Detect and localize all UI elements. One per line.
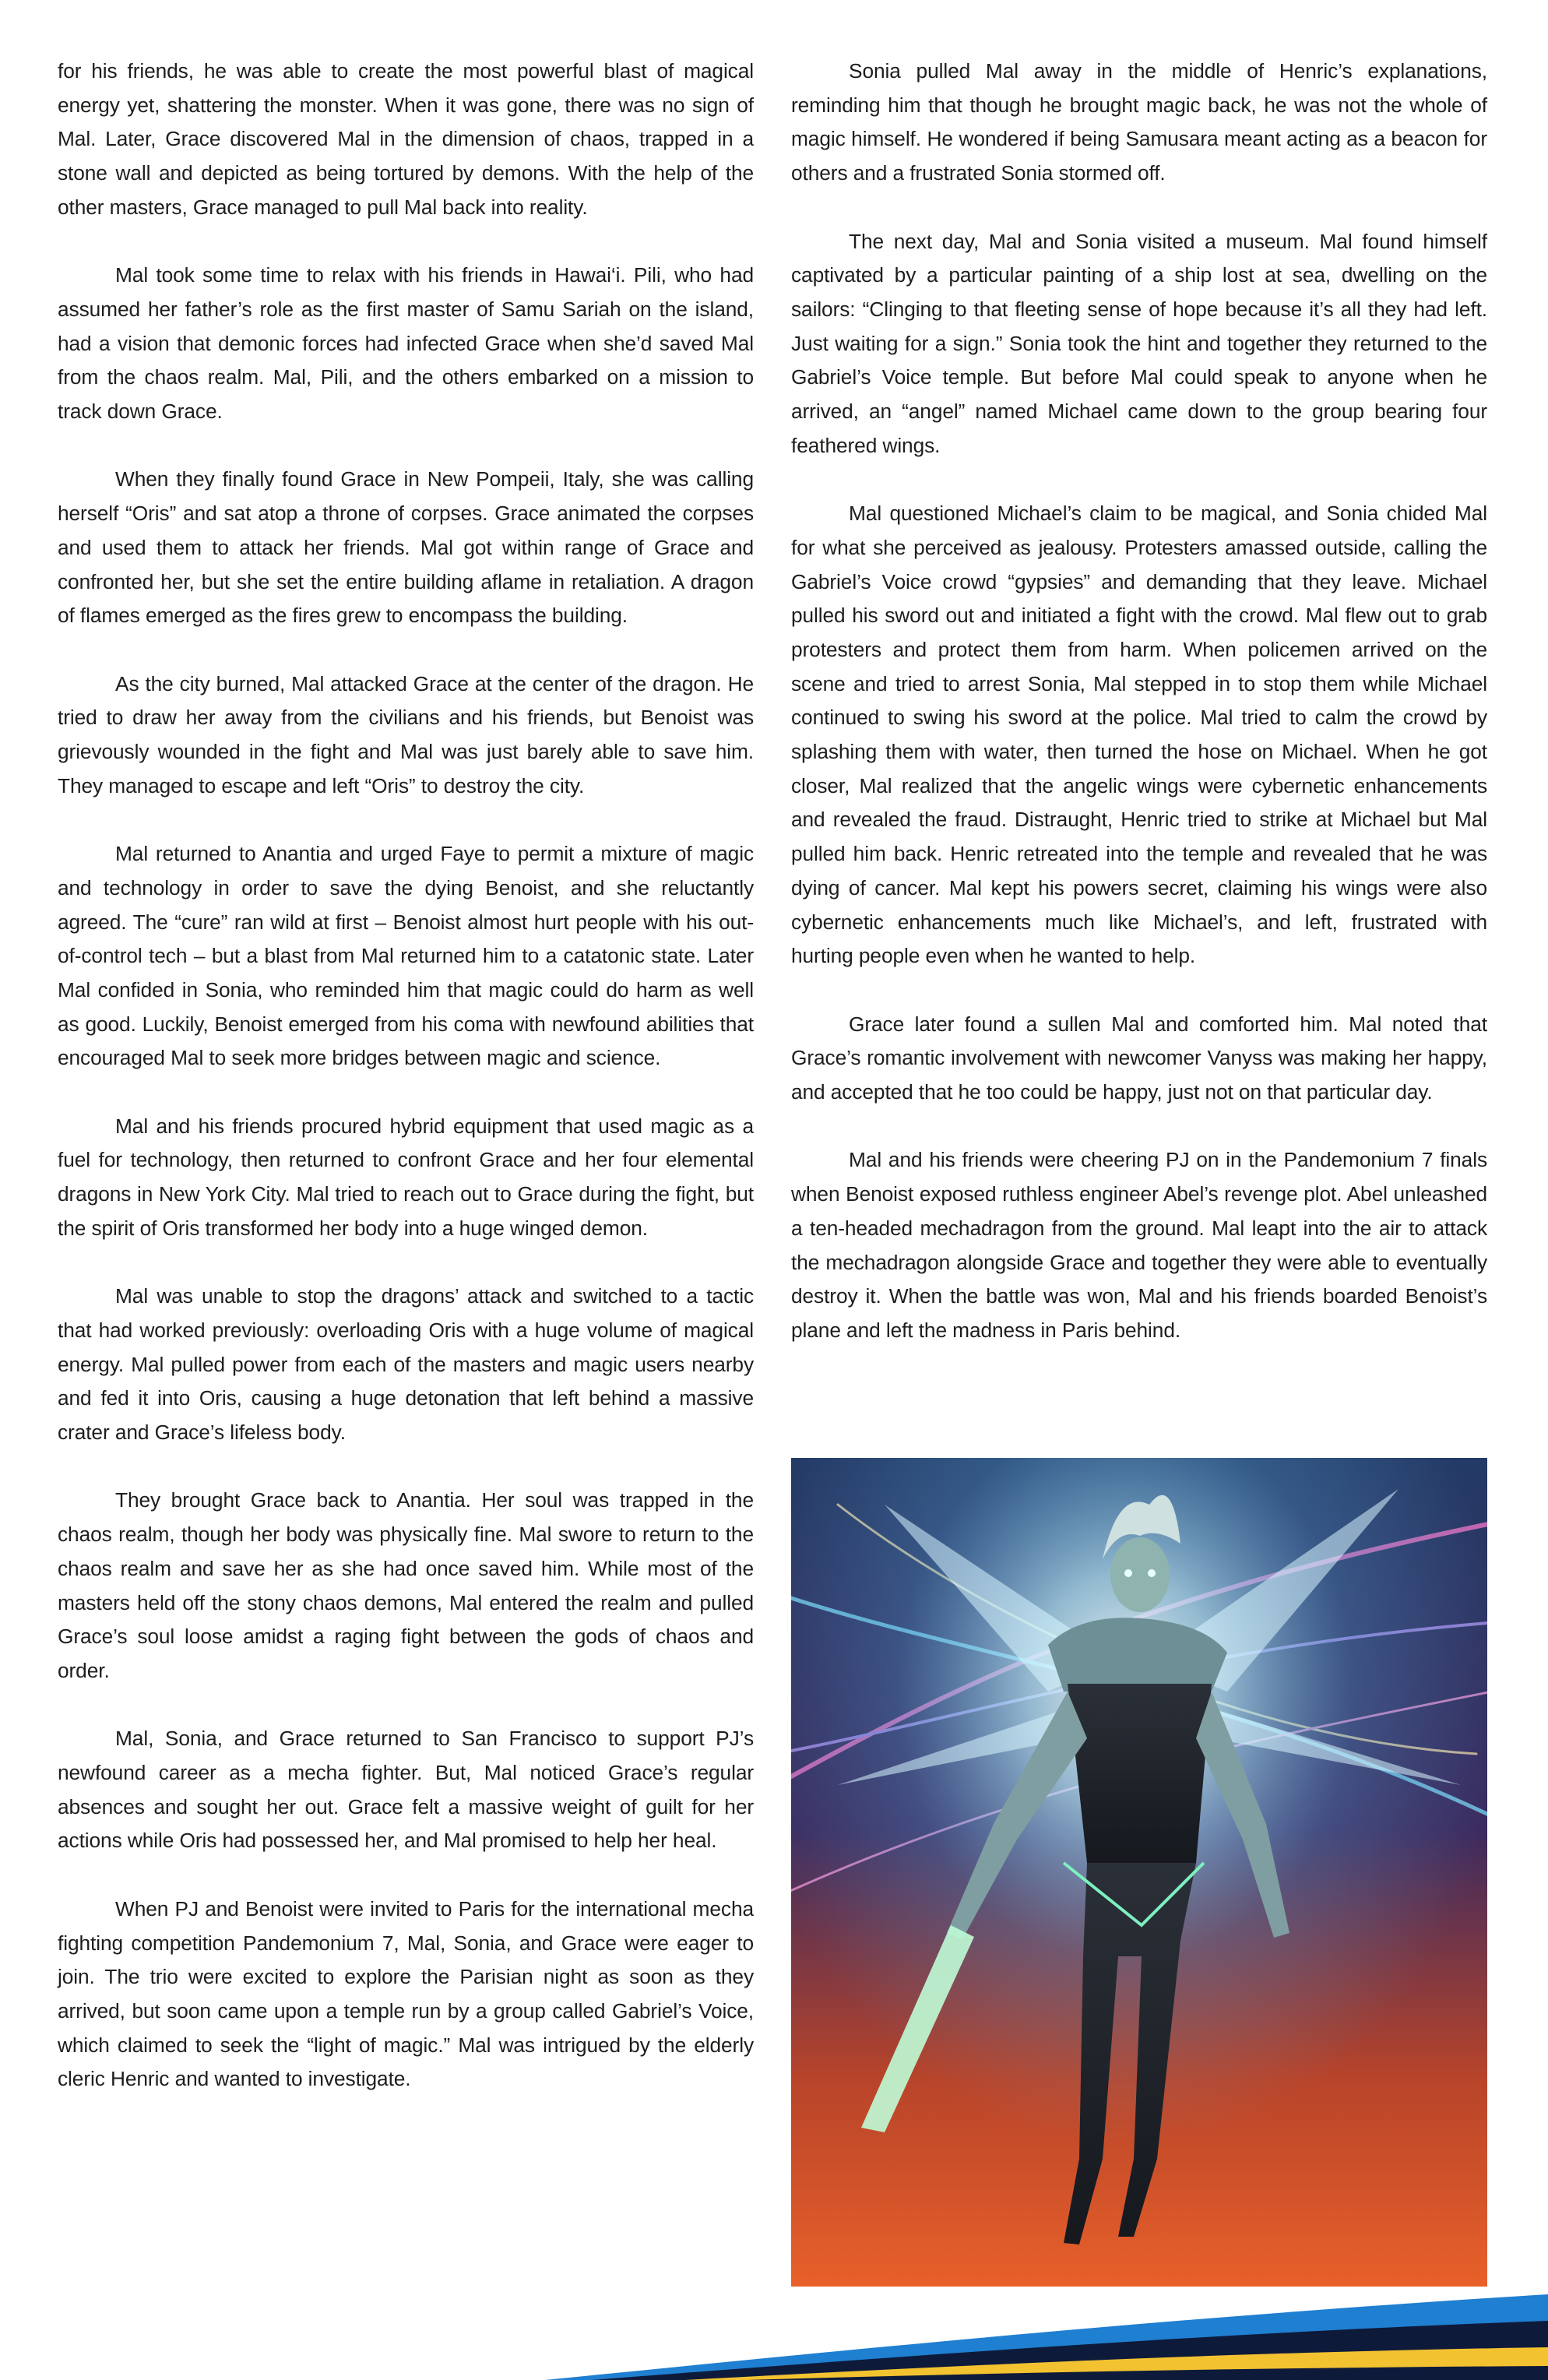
paragraph: Mal and his friends procured hybrid equipment that used magic as a fuel for technology, then returned to confront Grace and her four elemental dragons in New York City. Mal tried to reach out to Grace during the fight, but the spirit of Oris transformed her body into a huge winged demon. — [58, 1114, 754, 1240]
paragraph: for his friends, he was able to create the most powerful blast of magical energy yet, shattering the monster. When it was gone, there was no sign of Mal. Later, Grace discovered Mal in the dimension of chaos, trapped in a stone wall and depicted as being tortured by demons. With the help of the other masters, Grace managed to pull Mal back into reality. — [58, 59, 754, 219]
paragraph: Mal took some time to relax with his friends in Hawai‘i. Pili, who had assumed her father’s role as the first master of Samu Sariah on the island, had a vision that demonic forces had infected Grace when she’d saved Mal from the chaos realm. Mal, Pili, and the others embarked on a mission to track down Grace. — [58, 263, 754, 424]
left-text-column — [58, 55, 754, 2131]
character-illustration — [791, 1458, 1487, 2287]
paragraph: The next day, Mal and Sonia visited a museum. Mal found himself captivated by a particular painting of a ship lost at sea, dwelling on the sailors: “Clinging to that fleeting sense of hope because it’s all they had left. Just waiting for a sign.” Sonia took the hint and together they returned to the Gabriel’s Voice temple. But before Mal could speak to anyone when he arrived, an “angel” named Michael came down to the group bearing four feathered wings. — [791, 229, 1487, 457]
paragraph: Mal questioned Michael’s claim to be magical, and Sonia chided Mal for what she perceived as jealousy. Protesters amassed outside, calling the Gabriel’s Voice crowd “gypsies” and demanding that they leave. Michael pulled his sword out and initiated a fight with the crowd. Mal flew out to grab protesters and protect them from harm. When policemen arrived on the scene and tried to arrest Sonia, Mal stepped in to stop them while Michael continued to swing his sword at the police. Mal tried to calm the crowd by splashing them with water, then turned the hose on Michael. When he got closer, Mal realized that the angelic wings were cybernetic enhancements and revealed the fraud. Distraught, Henric tried to strike at Michael but Mal pulled him back. Henric retreated into the temple and revealed that he was dying of cancer. Mal kept his powers secret, claiming his wings were also cybernetic enhancements much like Michael’s, and left, frustrated with hurting people even when he wanted to help. — [791, 502, 1487, 968]
paragraph: When PJ and Benoist were invited to Paris for the international mecha fighting competition Pandemonium 7, Mal, Sonia, and Grace were eager to join. The trio were excited to explore the Parisian night as soon as they arrived, but soon came upon a temple run by a group called Gabriel’s Voice, which claimed to seek the “light of magic.” Mal was intrigued by the elderly cleric Henric and wanted to investigate. — [58, 1896, 754, 2091]
right-text-column — [791, 55, 1487, 1382]
paragraph: Sonia pulled Mal away in the middle of Henric’s explanations, reminding him that though he brought magic back, he was not the whole of magic himself. He wondered if being Samusara meant acting as a beacon for others and a frustrated Sonia stormed off. — [791, 59, 1487, 185]
paragraph: Grace later found a sullen Mal and comforted him. Mal noted that Grace’s romantic involvement with newcomer Vanyss was making her happy, and accepted that he too could be happy, just not on that particular day. — [791, 1012, 1487, 1104]
paragraph: Mal returned to Anantia and urged Faye to permit a mixture of magic and technology in order to save the dying Benoist, and she reluctantly agreed. The “cure” ran wild at first – Benoist almost hurt people with his out-of-control tech – but a blast from Mal returned him to a catatonic state. Later Mal confided in Sonia, who reminded him that magic could do harm as well as good. Luckily, Benoist emerged from his coma with newfound abilities that encouraged Mal to seek more bridges between magic and science. — [58, 842, 754, 1070]
footer-wave-decoration — [0, 2287, 1548, 2380]
paragraph: Mal, Sonia, and Grace returned to San Francisco to support PJ’s newfound career as a mecha fighter. But, Mal noticed Grace’s regular absences and sought her out. Grace felt a massive weight of guilt for her actions while Oris had possessed her, and Mal promised to help her heal. — [58, 1727, 754, 1853]
paragraph: Mal and his friends were cheering PJ on in the Pandemonium 7 finals when Benoist exposed ruthless engineer Abel’s revenge plot. Abel unleashed a ten-headed mechadragon from the ground. Mal leapt into the air to attack the mechadragon alongside Grace and together they were able to eventually destroy it. When the battle was won, Mal and his friends boarded Benoist’s plane and left the madness in Paris behind. — [791, 1148, 1487, 1342]
paragraph: They brought Grace back to Anantia. Her soul was trapped in the chaos realm, though her body was physically fine. Mal swore to return to the chaos realm and save her as she had once saved him. While most of the masters held off the stony chaos demons, Mal entered the realm and pulled Grace’s soul loose amidst a raging fight between the gods of chaos and order. — [58, 1488, 754, 1682]
paragraph: As the city burned, Mal attacked Grace at the center of the dragon. He tried to draw her away from the civilians and his friends, but Benoist was grievously wounded in the fight and Mal was just barely able to save him. They managed to escape and left “Oris” to destroy the city. — [58, 671, 754, 797]
paragraph: When they finally found Grace in New Pompeii, Italy, she was calling herself “Oris” and sat atop a throne of corpses. Grace animated the corpses and used them to attack her friends. Mal got within range of Grace and confronted her, but she set the entire building aflame in retaliation. A dragon of flames emerged as the fires grew to encompass the building. — [58, 467, 754, 628]
paragraph: Mal was unable to stop the dragons’ attack and switched to a tactic that had worked previously: overloading Oris with a huge volume of magical energy. Mal pulled power from each of the masters and magic users nearby and fed it into Oris, causing a huge detonation that left behind a massive crater and Grace’s lifeless body. — [58, 1284, 754, 1445]
